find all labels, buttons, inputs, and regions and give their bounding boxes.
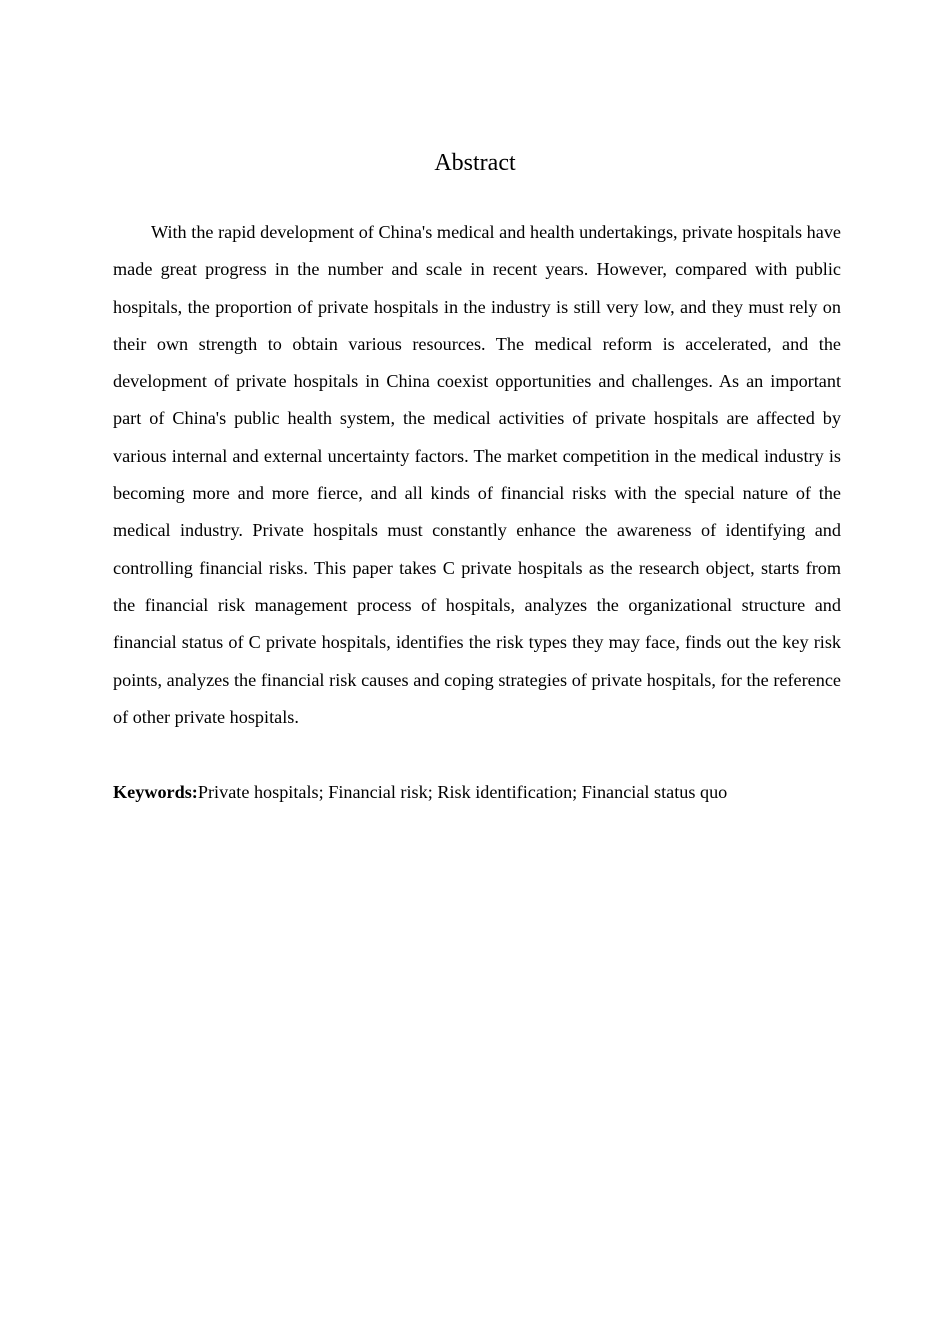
- keywords-list: Private hospitals; Financial risk; Risk identification; Financial status quo: [197, 782, 728, 802]
- abstract-title: Abstract: [434, 150, 516, 176]
- abstract-body: With the rapid development of China's medical and health undertakings, private hospitals have made great progress in the number and scale in recent years. However, compared with public hospitals, the proportion of private hospitals in the industry is still very low, and they must rely on their own strength to obtain various resources. The medical reform is accelerated, and the development of private hospitals in China coexist opportunities and challenges. As an important part of China's public health system, the medical activities of private hospitals are affected by various internal and external uncertainty factors. The market competition in the medical industry is becoming more and more fierce, and all kinds of financial risks with the special nature of the medical industry. Private hospitals must constantly enhance the awareness of identifying and controlling financial risks. This paper takes C private hospitals as the research object, starts from the financial risk management process of hospitals, analyzes the organizational structure and financial status of C private hospitals, identifies the risk types they may face, finds out the key risk points, analyzes the financial risk causes and coping strategies of private hospitals, for the reference of other private hospitals.: [113, 222, 841, 727]
- keywords-line: [113, 774, 841, 810]
- keywords-label: Keywords:: [113, 782, 198, 802]
